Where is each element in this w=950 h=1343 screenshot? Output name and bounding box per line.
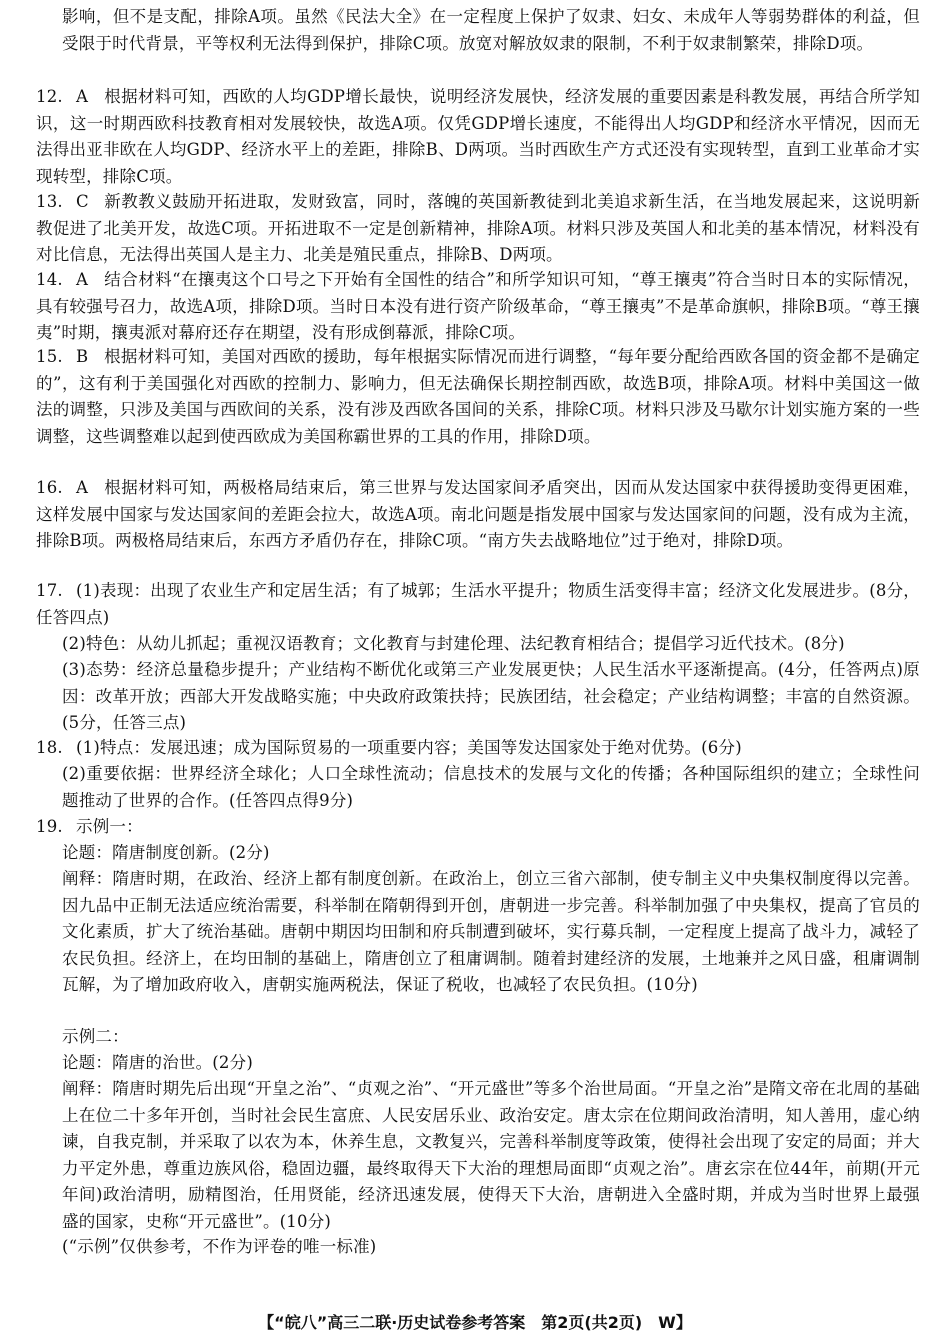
question-number: 19. bbox=[36, 817, 63, 836]
example-2-body: 阐释：隋唐时期先后出现“开皇之治”、“贞观之治”、“开元盛世”等多个治世局面。“开皇之治”是隋文帝在北周的基础上在位二十多年开创，当时社会民生富庶、人民安居乐业、政治安定。唐太宗在位期间政治清明，知人善用，虚心纳谏，自我克制，并采取了以农为本，休养生息，文教复兴，完善科举制度等政策，使得社会出现了安定的局面；并大力平定外患，尊重边族风俗，稳固边疆，最终取得天下大治的理想局面即“贞观之治”。唐玄宗在位44年，前期(开元年间)政治清明，励精图治，任用贤能，经济迅速发展，使得天下大治，唐朝进入全盛时期，并成为当时世界上最强盛的国家，史称“开元盛世”。(10分) bbox=[62, 1079, 920, 1231]
part-text: (1)表现：出现了农业生产和定居生活；有了城郭；生活水平提升；物质生活变得丰富；经济文化发展进步。(8分，任答四点) bbox=[36, 581, 920, 627]
answer-letter: B bbox=[76, 347, 89, 366]
answer-item-14 bbox=[36, 267, 920, 347]
example-2-label: 示例二： bbox=[62, 1027, 129, 1046]
answer-letter: A bbox=[76, 270, 89, 289]
example-1-body: 阐释：隋唐时期，在政治、经济上都有制度创新。在政治上，创立三省六部制，使专制主义中央集权制度得以完善。因九品中正制无法适应统治需要，科举制在隋朝得到开创，唐朝进一步完善。科举制加强了中央集权，提高了官员的文化素质，扩大了统治基础。唐朝中期因均田制和府兵制遭到破坏，实行募兵制，一定程度上提高了战斗力，减轻了农民负担。经济上，在均田制的基础上，隋唐创立了租庸调制。随着封建经济的发展，土地兼并之风日盛，租庸调制瓦解，为了增加政府收入，唐朝实施两税法，保证了税收，也减轻了农民负担。(10分) bbox=[62, 869, 920, 994]
explanation-text: 根据材料可知，两极格局结束后，第三世界与发达国家间矛盾突出，因而从发达国家中获得援助变得更困难，这样发展中国家与发达国家间的差距会拉大，故选A项。南北问题是指发展中国家与发达国家间的问题，没有成为主流，排除B项。两极格局结束后，东西方矛盾仍存在，排除C项。“南方失去战略地位”过于绝对，排除D项。 bbox=[36, 478, 920, 550]
continuation-text: 影响，但不是支配，排除A项。虽然《民法大全》在一定程度上保护了奴隶、妇女、未成年人等弱势群体的利益，但受限于时代背景，平等权利无法得到保护，排除C项。放宽对解放奴隶的限制，不利于奴隶制繁荣，排除D项。 bbox=[62, 7, 920, 53]
answer-letter: A bbox=[76, 87, 89, 106]
answer-letter: C bbox=[76, 192, 89, 211]
explanation-text: 根据材料可知，西欧的人均GDP增长最快，说明经济发展快，经济发展的重要因素是科教发展，再结合所学知识，这一时期西欧科技教育相对发展较快，故选A项。仅凭GDP增长速度，不能得出人均GDP和经济水平情况，因而无法得出亚非欧在人均GDP、经济水平上的差距，排除B、D两项。当时西欧生产方式还没有实现转型，直到工业革命才实现转型，排除C项。 bbox=[36, 87, 920, 186]
example-1-thesis: 论题：隋唐制度创新。(2分) bbox=[62, 843, 270, 862]
question-number: 12. bbox=[36, 87, 63, 106]
answer-item-12 bbox=[36, 84, 920, 190]
explanation-text: 结合材料“在攘夷这个口号之下开始有全国性的结合”和所学知识可知，“尊王攘夷”符合当时日本的实际情况，具有较强号召力，故选A项，排除D项。当时日本没有进行资产阶级革命，“尊王攘夷”不是革命旗帜，排除B项。“尊王攘夷”时期，攘夷派对幕府还存在期望，没有形成倒幕派，排除C项。 bbox=[36, 270, 920, 342]
answer-item-18-part1 bbox=[36, 735, 920, 762]
answer-letter: A bbox=[76, 478, 89, 497]
page-footer: 【“皖八”高三二联·历史试卷参考答案 第2页(共2页) W】 bbox=[258, 1313, 692, 1332]
question-number: 18. bbox=[36, 738, 63, 757]
explanation-text: 新教教义鼓励开拓进取，发财致富，同时，落魄的英国新教徒到北美追求新生活，在当地发展起来，这说明新教促进了北美开发，故选C项。开拓进取不一定是创新精神，排除A项。材料只涉及英国人和北美的基本情况，材料没有对比信息，无法得出英国人是主力、北美是殖民重点，排除B、D两项。 bbox=[36, 192, 920, 264]
question-number: 17. bbox=[36, 581, 63, 600]
answer-item-19-label bbox=[36, 814, 920, 841]
answer-item-13 bbox=[36, 189, 920, 269]
example-2-thesis: 论题：隋唐的治世。(2分) bbox=[62, 1053, 253, 1072]
answer-item-18-part2: (2)重要依据：世界经济全球化；人口全球性流动；信息技术的发展与文化的传播；各种国际组织的建立；全球性问题推动了世界的合作。(任答四点得9分) bbox=[62, 764, 920, 810]
answer-item-15 bbox=[36, 344, 920, 450]
example-label: 示例一： bbox=[76, 817, 143, 836]
question-number: 13. bbox=[36, 192, 63, 211]
explanation-text: 根据材料可知，美国对西欧的援助，每年根据实际情况而进行调整，“每年要分配给西欧各国的资金都不是确定的”，这有利于美国强化对西欧的控制力、影响力，但无法确保长期控制西欧，故选B项，排除A项。材料中美国这一做法的调整，只涉及美国与西欧间的关系，没有涉及西欧各国间的关系，排除C项。材料只涉及马歇尔计划实施方案的一些调整，这些调整难以起到使西欧成为美国称霸世界的工具的作用，排除D项。 bbox=[36, 347, 920, 446]
question-number: 14. bbox=[36, 270, 63, 289]
answer-item-17-part3: (3)态势：经济总量稳步提升；产业结构不断优化或第三产业发展更快；人民生活水平逐渐提高。(4分，任答两点)原因：改革开放；西部大开发战略实施；中央政府政策扶持；民族团结，社会稳定；产业结构调整；丰富的自然资源。(5分，任答三点) bbox=[62, 660, 920, 732]
answer-item-17-part2: (2)特色：从幼儿抓起；重视汉语教育；文化教育与封建伦理、法纪教育相结合；提倡学习近代技术。(8分) bbox=[62, 634, 845, 653]
answer-item-17-part1 bbox=[36, 578, 920, 631]
question-number: 15. bbox=[36, 347, 63, 366]
question-number: 16. bbox=[36, 478, 63, 497]
part-text: (1)特点：发展迅速；成为国际贸易的一项重要内容；美国等发达国家处于绝对优势。(6分) bbox=[76, 738, 742, 757]
answer-item-16 bbox=[36, 475, 920, 555]
scoring-note: (“示例”仅供参考，不作为评卷的唯一标准) bbox=[62, 1237, 377, 1256]
